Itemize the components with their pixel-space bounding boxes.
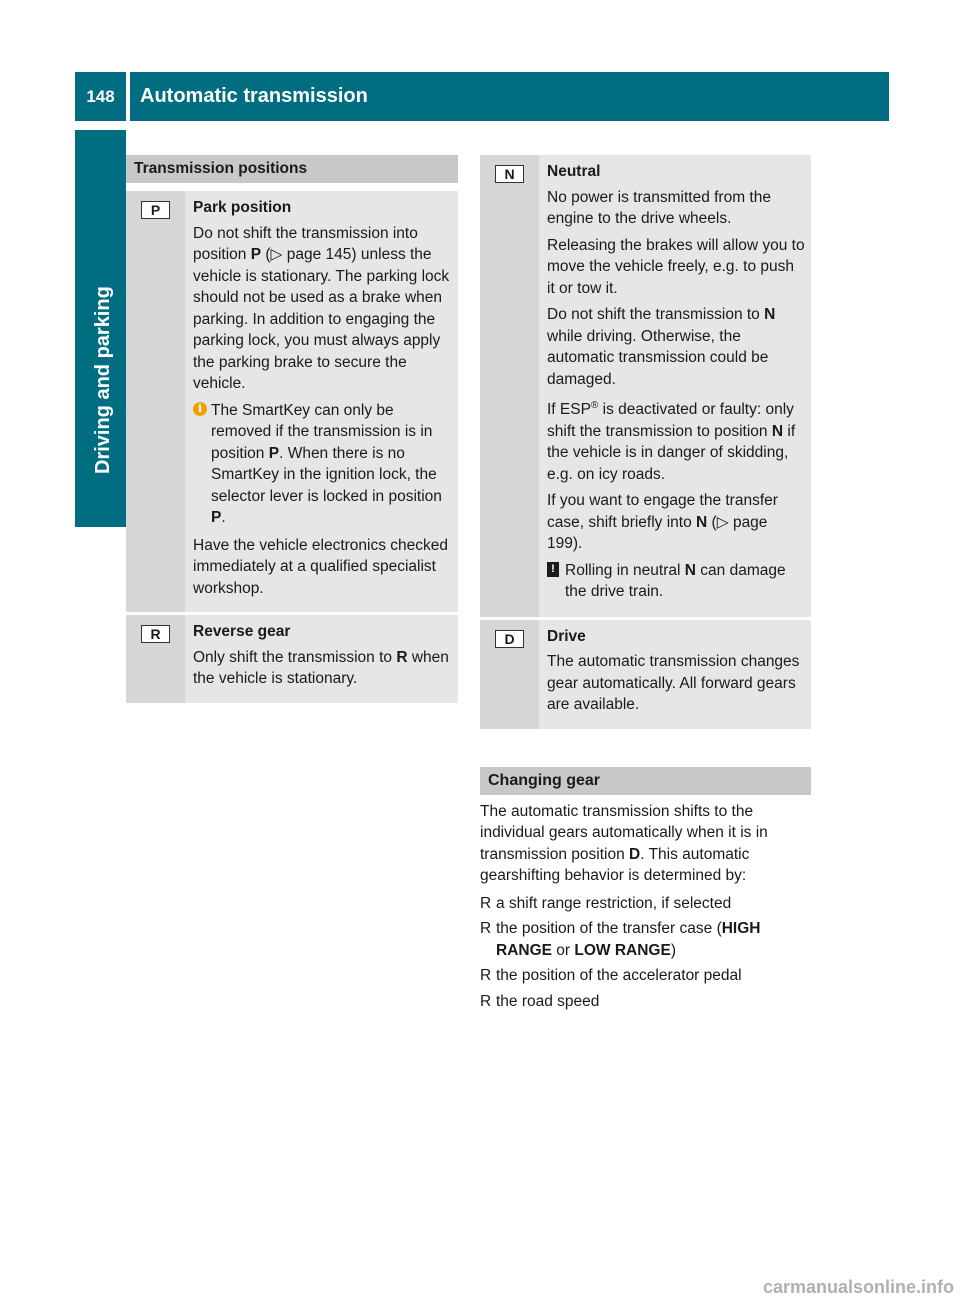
gear-r-symbol: R: [141, 625, 170, 643]
gear-p-symbol: P: [141, 201, 170, 219]
key-cell: [126, 191, 185, 612]
list-item: R the road speed: [480, 992, 600, 1010]
paragraph: Do not shift the transmission to N while driving. Otherwise, the automatic transmission could be damaged.: [547, 306, 776, 388]
gear-n-symbol: N: [495, 165, 524, 183]
paragraph: No power is transmitted from the engine to the drive wheels.: [547, 188, 771, 227]
row-text: [539, 620, 811, 729]
row-title: Neutral: [547, 163, 601, 180]
paragraph: Releasing the brakes will allow you to move the vehicle freely, e.g. to push it or tow it.: [547, 236, 805, 297]
table-row-park: [126, 191, 458, 612]
row-title: Reverse gear: [193, 623, 291, 640]
table-row-reverse: [126, 615, 458, 703]
transmission-table-right: [480, 155, 811, 1016]
table-row-drive: [480, 620, 811, 729]
row-title: Drive: [547, 627, 586, 645]
key-cell: [480, 620, 539, 729]
list-item: R a shift range restriction, if selected: [480, 894, 732, 912]
side-tab-marker: [75, 478, 126, 527]
header-divider: [126, 72, 130, 121]
transmission-table-left: [126, 155, 458, 703]
row-text: [185, 615, 458, 703]
key-cell: [126, 615, 185, 703]
section-heading: Changing gear: [480, 767, 811, 795]
row-text: [185, 191, 458, 612]
paragraph: Do not shift the transmission into position P (▷ page 145) unless the vehicle is stationary. The parking lock should not be used as a brake when parking. In addition to engaging the parking lock, you must always apply the parking brake to secure the vehicle.: [193, 224, 450, 392]
row-title: Park position: [193, 199, 292, 216]
row-text: [539, 155, 811, 617]
side-section-label: Driving and parking: [92, 286, 114, 474]
list-item: R the position of the transfer case (HIGH RANGE or LOW RANGE): [480, 920, 761, 959]
list-item: R the position of the accelerator pedal: [480, 967, 742, 985]
table-heading: Transmission positions: [126, 155, 458, 183]
page-title: Automatic transmission: [140, 85, 368, 107]
paragraph: If ESP® is deactivated or faulty: only shift the transmission to position N if the vehicle is in danger of skidding, e.g. on icy roads.: [547, 400, 796, 483]
page-number: 148: [86, 86, 115, 106]
info-icon: i: [193, 402, 207, 416]
paragraph: Have the vehicle electronics checked immediately at a qualified specialist workshop.: [193, 536, 449, 597]
key-cell: [480, 155, 539, 617]
bullet-list: [480, 893, 811, 1013]
section-intro: The automatic transmission shifts to the individual gears automatically when it is in transmission position D. This automatic gearshifting behavior is determined by:: [480, 802, 768, 885]
gear-d-symbol: D: [495, 630, 524, 648]
table-row-neutral: [480, 155, 811, 617]
watermark: carmanualsonline.info: [762, 1277, 954, 1297]
warning-icon: !: [547, 562, 559, 577]
info-note: i The SmartKey can only be removed if the transmission is in position P. When there is no SmartKey in the ignition lock, the selector lever is locked in position P.: [193, 400, 452, 529]
paragraph: If you want to engage the transfer case, shift briefly into N (▷ page 199).: [547, 492, 778, 553]
paragraph: Only shift the transmission to R when the vehicle is stationary.: [193, 648, 449, 687]
warning-note: ! Rolling in neutral N can damage the drive train.: [547, 560, 805, 603]
paragraph: The automatic transmission changes gear automatically. All forward gears are available.: [547, 653, 800, 714]
